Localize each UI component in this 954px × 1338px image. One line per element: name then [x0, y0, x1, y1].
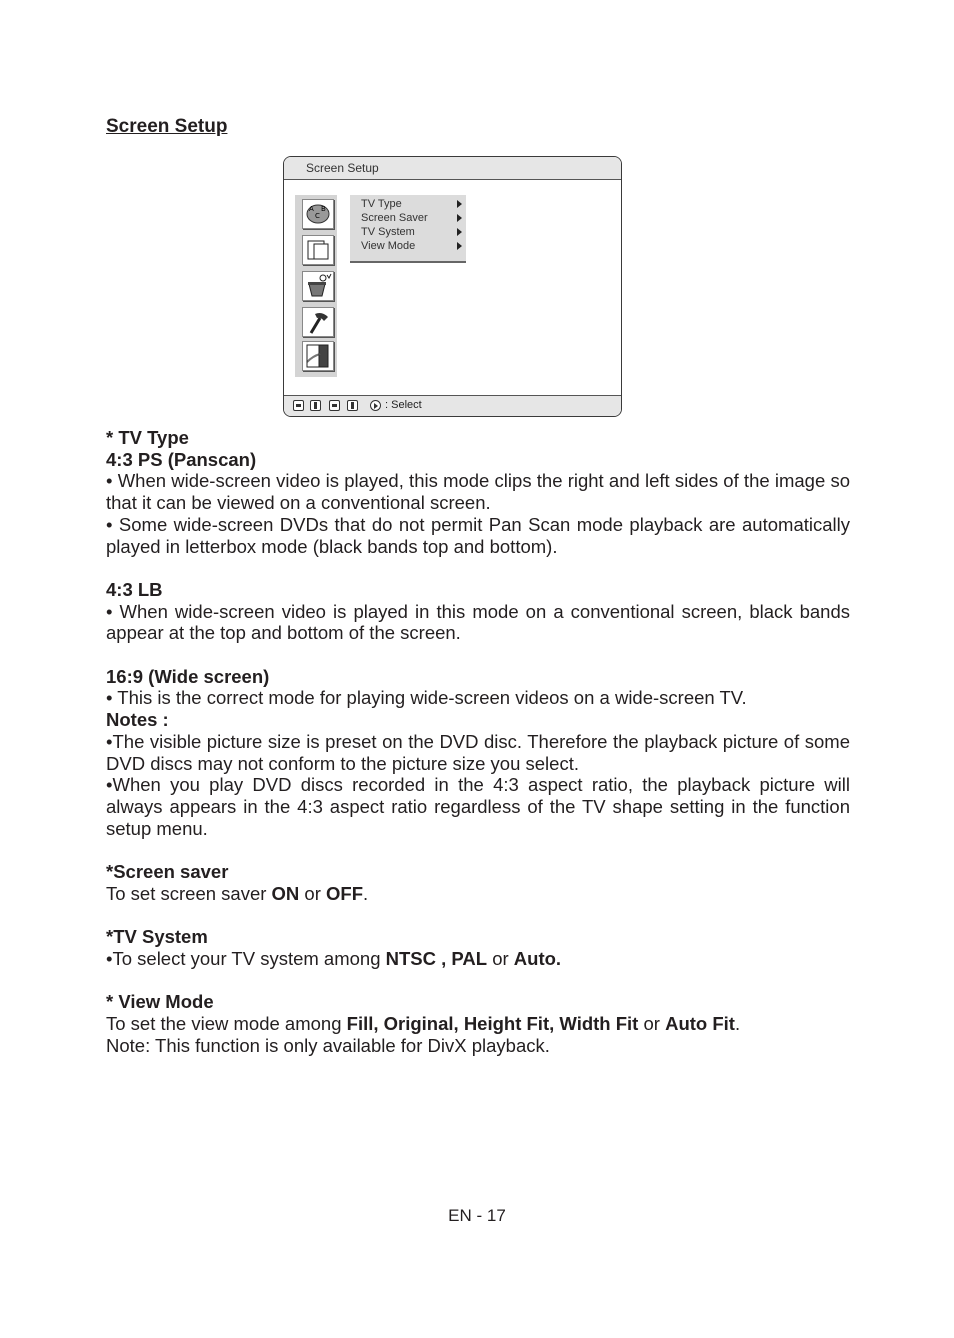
tools-hammer-icon[interactable]	[302, 307, 334, 337]
letterbox-heading: 4:3 LB	[106, 578, 163, 600]
chevron-right-icon	[457, 200, 462, 208]
svg-text:B: B	[321, 205, 326, 213]
panscan-paragraph-2: • Some wide-screen DVDs that do not permit Pan Scan mode playback are automatically played in letterbox mode (black bands top and bottom).	[106, 513, 850, 557]
view-mode-note: Note: This function is only available for DivX playback.	[106, 1034, 550, 1056]
left-button-icon	[293, 400, 304, 411]
view-mode-paragraph: To set the view mode among Fill, Original, Height Fit, Width Fit or Auto Fit.	[106, 1012, 741, 1034]
chevron-right-icon	[457, 242, 462, 250]
osd-menu-list	[350, 195, 466, 263]
menu-item-view-mode[interactable]: View Mode	[361, 240, 416, 252]
notes-paragraph-1: •The visible picture size is preset on the DVD disc. Therefore the playback picture of some DVD discs may not conform to the picture size you select.	[106, 730, 850, 774]
screen-saver-paragraph: To set screen saver ON or OFF.	[106, 882, 369, 904]
widescreen-heading: 16:9 (Wide screen)	[106, 665, 270, 687]
down-button-icon	[347, 400, 358, 411]
audio-icon[interactable]	[302, 271, 334, 301]
tv-system-paragraph: •To select your TV system among NTSC , PAL or Auto.	[106, 947, 562, 969]
screen-saver-heading: *Screen saver	[106, 861, 229, 883]
page-number: EN - 17	[448, 1206, 506, 1225]
exit-door-icon[interactable]	[302, 341, 334, 371]
right-button-icon	[329, 400, 340, 411]
page-heading: Screen Setup	[106, 116, 228, 137]
svg-text:C: C	[315, 212, 320, 220]
tv-type-heading: * TV Type	[106, 427, 189, 448]
notes-paragraph-2: •When you play DVD discs recorded in the 4:3 aspect ratio, the playback picture will always appears in the 4:3 aspect ratio regardless of the TV shape setting in the function setup menu.	[106, 774, 850, 839]
select-hint: : Select	[385, 399, 422, 411]
menu-item-tv-type[interactable]: TV Type	[361, 198, 402, 210]
svg-text:A: A	[309, 205, 314, 213]
language-abc-icon[interactable]	[302, 199, 334, 229]
osd-footer	[284, 395, 621, 416]
screen-setup-osd	[283, 156, 622, 417]
menu-item-screen-saver[interactable]: Screen Saver	[361, 212, 428, 224]
letterbox-paragraph: • When wide-screen video is played in this mode on a conventional screen, black bands appear at the top and bottom of the screen.	[106, 600, 850, 644]
menu-item-tv-system[interactable]: TV System	[361, 226, 415, 238]
notes-heading: Notes :	[106, 709, 169, 731]
view-mode-heading: * View Mode	[106, 991, 214, 1013]
chevron-right-icon	[457, 214, 462, 222]
tv-system-heading: *TV System	[106, 926, 208, 948]
body-text	[106, 427, 850, 1056]
play-button-icon	[370, 400, 381, 411]
widescreen-paragraph: • This is the correct mode for playing wide-screen videos on a wide-screen TV.	[106, 687, 747, 709]
osd-title-bar	[284, 157, 621, 180]
osd-title: Screen Setup	[306, 161, 379, 175]
screen-icon[interactable]	[302, 235, 334, 265]
panscan-heading: 4:3 PS (Panscan)	[106, 448, 257, 470]
panscan-paragraph-1: • When wide-screen video is played, this mode clips the right and left sides of the image so that it can be viewed on a conventional screen.	[106, 470, 850, 514]
up-button-icon	[310, 400, 321, 411]
chevron-right-icon	[457, 228, 462, 236]
osd-icon-column	[295, 195, 337, 377]
